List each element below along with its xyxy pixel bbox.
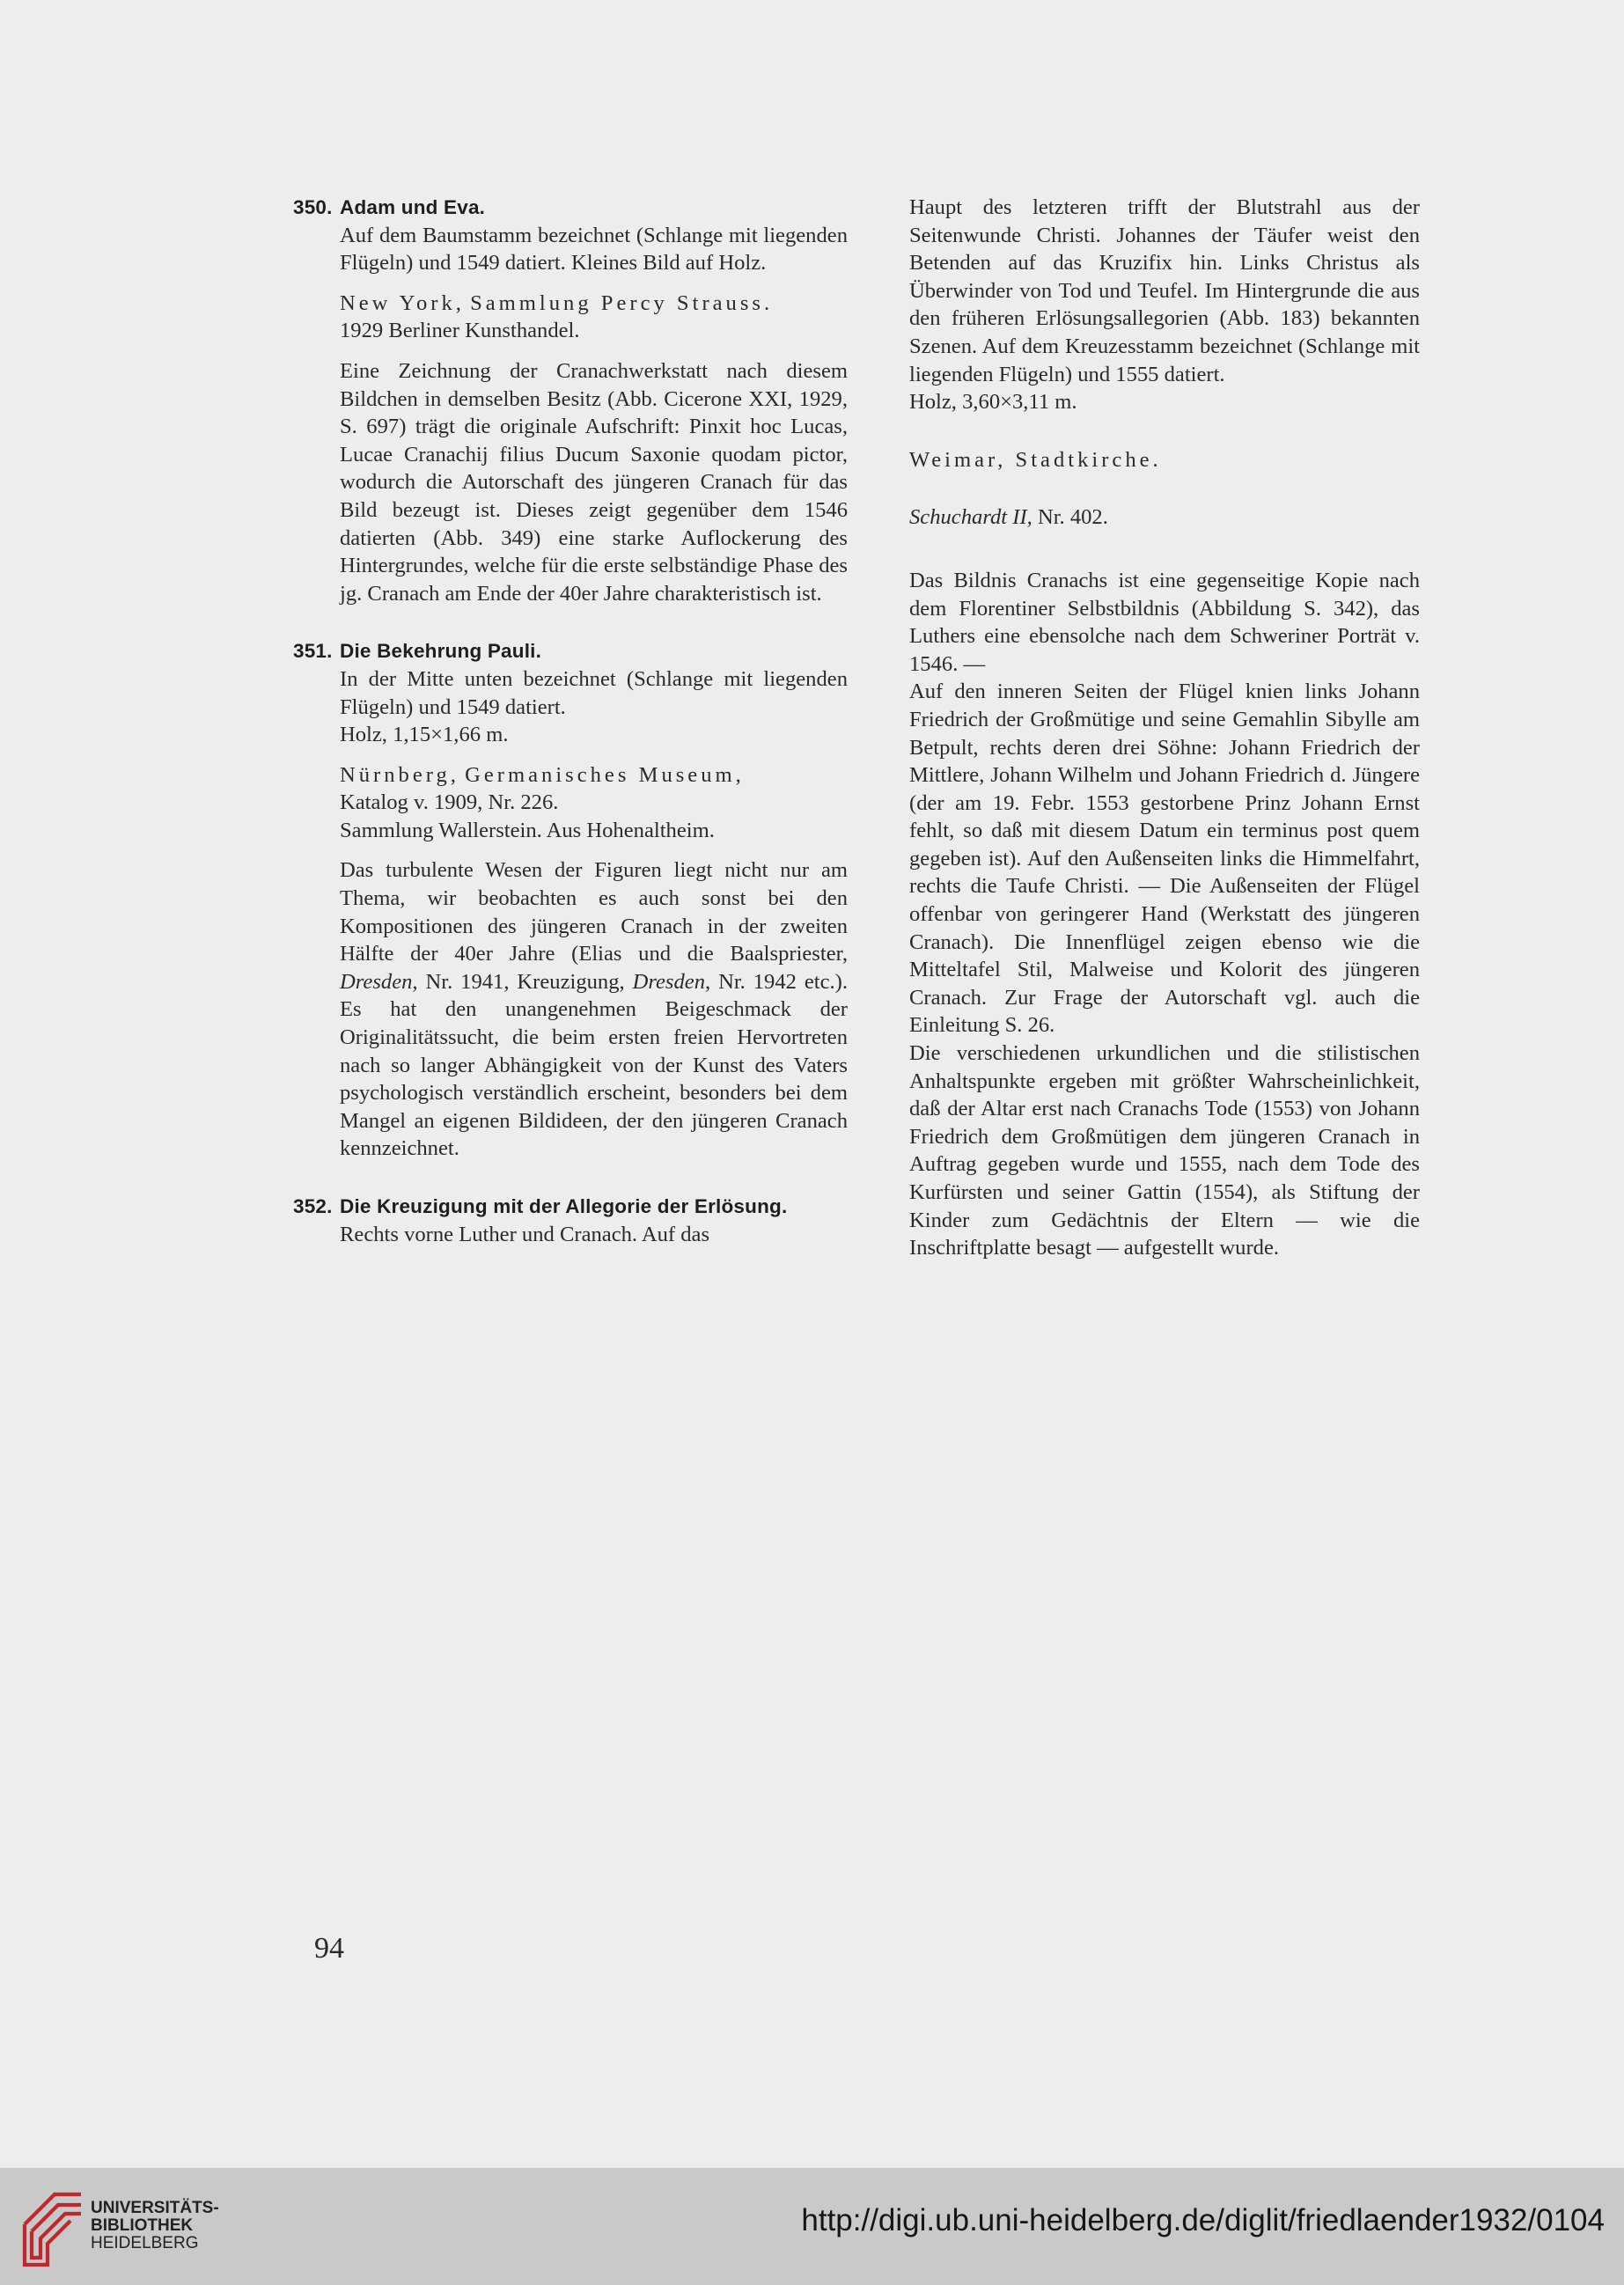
entry-text-part: Das turbulente Wesen der Figuren liegt nicht nur am Thema, wir beobachten es auch sonst bei den Kompositionen des jüngeren Cranach in der zweiten Hälfte der 40er Jahre (Elias und die Baalspriester, bbox=[340, 858, 848, 966]
catalog-entry-351 bbox=[293, 637, 848, 1163]
location-collection: Germanisches Museum, bbox=[465, 762, 745, 787]
entry-number: 351. bbox=[293, 640, 333, 663]
entry-description bbox=[340, 665, 848, 749]
entry-text-italic: Dresden, bbox=[632, 969, 711, 994]
entry-title: Die Kreuzigung mit der Allegorie der Erlösung. bbox=[340, 1195, 788, 1217]
logo-line-3: HEIDELBERG bbox=[91, 2234, 199, 2252]
footer-bar bbox=[0, 2168, 1624, 2285]
entry-text-paragraph-2: Auf den inneren Seiten der Flügel knien links Johann Friedrich der Großmütige und seine Gemahlin Sibylle am Betpult, rechts deren drei Söhne: Johann Friedrich der Mittlere, Johann Wilhelm und Johann Friedrich d. Jüngere (der am 19. Febr. 1553 gestorbene Prinz Johann Ernst fehlt, so daß mit diesem Datum ein terminus post quem gegeben ist). Auf den Außenseiten links die Himmelfahrt, rechts die Taufe Christi. — Die Außenseiten der Flügel offenbar von geringerer Hand (Werkstatt des jüngeren Cranach). Die Innenflügel zeigen ebenso wie die Mitteltafel Stil, Malweise und Kolorit des jüngeren Cranach. Zur Frage der Autorschaft vgl. auch die Einleitung S. 26. bbox=[909, 680, 1420, 1038]
entry-literature bbox=[909, 503, 1420, 532]
page-number: 94 bbox=[314, 1932, 344, 1965]
entry-352-continuation: Haupt des letzteren trifft der Blutstrahl aus der Seitenwunde Christi. Johannes der Täufer weist den Betenden auf das Kruzifix hin. Links Christus als Überwinder von Tod und Teufel. Im Hintergrunde die aus den früheren Erlösungsallegorien (Abb. 183) bekannten Szenen. Auf dem Kreuzesstamm bezeichnet (Schlange mit liegenden Flügeln) und 1555 datiert. bbox=[909, 195, 1420, 386]
entry-dimensions: Holz, 3,60×3,11 m. bbox=[909, 390, 1077, 415]
entry-title: Adam und Eva. bbox=[340, 196, 486, 218]
logo-line-2: BIBLIOTHEK bbox=[91, 2216, 194, 2235]
entry-location bbox=[340, 290, 848, 345]
entry-dimensions: Holz, 1,15×1,66 m. bbox=[340, 723, 509, 747]
entry-number: 350. bbox=[293, 196, 333, 218]
entry-title: Die Bekehrung Pauli. bbox=[340, 640, 542, 663]
entry-text-paragraph-1: Das Bildnis Cranachs ist eine gegenseitige Kopie nach dem Florentiner Selbstbildnis (Abbildung S. 342), das Luthers eine ebensolche nach dem Schweriner Porträt v. 1546. — bbox=[909, 568, 1420, 676]
location-note: 1929 Berliner Kunsthandel. bbox=[340, 319, 580, 343]
entry-number: 352. bbox=[293, 1195, 333, 1217]
location-collection: Sammlung Percy Strauss. bbox=[470, 290, 774, 315]
entry-text-italic: Dresden, bbox=[340, 969, 418, 994]
catalog-entry-352 bbox=[293, 1193, 848, 1248]
source-url-link[interactable]: http://digi.ub.uni-heidelberg.de/diglit/friedlaender1932/0104 bbox=[801, 2203, 1605, 2237]
library-logo-text bbox=[91, 2200, 219, 2252]
entry-heading bbox=[293, 1193, 848, 1221]
library-logo-icon bbox=[19, 2186, 88, 2269]
right-column bbox=[909, 194, 1420, 1262]
left-column bbox=[293, 194, 848, 1278]
literature-author: Schuchardt II, bbox=[909, 505, 1032, 530]
entry-text-part: Nr. 1942 etc.). Es hat den unangenehmen Beigeschmack der Originalitätssucht, die beim ersten freien Hervortreten nach so langer Abhängigkeit von der Kunst des Vaters psychologisch verständlich erscheint, besonders bei dem Mangel an eigenen Bildideen, der den jüngeren Cranach kennzeichnet. bbox=[340, 969, 848, 1161]
entry-text bbox=[340, 856, 848, 1163]
literature-ref: Nr. 402. bbox=[1037, 505, 1108, 530]
entry-text-paragraph-3: Die verschiedenen urkundlichen und die stilistischen Anhaltspunkte ergeben mit größter Wahrscheinlichkeit, daß der Altar erst nach Cranachs Tode (1553) von Johann Friedrich dem Großmütigen dem jüngeren Cranach in Auftrag gegeben wurde und 1555, nach dem Tode des Kurfürsten und seiner Gattin (1554), als Stiftung der Kinder zum Gedächtnis der Eltern — wie die Inschriftplatte besagt — aufgestellt wurde. bbox=[909, 1041, 1420, 1260]
location-note: Katalog v. 1909, Nr. 226. bbox=[340, 790, 559, 815]
entry-text-part: Nr. 1941, Kreuzigung, bbox=[425, 969, 625, 994]
entry-text: Eine Zeichnung der Cranachwerkstatt nach diesem Bildchen in demselben Besitz (Abb. Cicerone XXI, 1929, S. 697) trägt die originale Aufschrift: Pinxit hoc Lucas, Lucae Cranachij filius Ducum Saxonie quodam pictor, wodurch die Autorschaft des jüngeren Cranach für das Bild bezeugt ist. Dieses zeigt gegenüber dem 1546 datierten (Abb. 349) eine starke Auflockerung des Hintergrundes, welche für die erste selbständige Phase des jg. Cranach am Ende der 40er Jahre charakteristisch ist. bbox=[340, 358, 848, 606]
entry-location bbox=[340, 761, 848, 845]
entry-heading bbox=[293, 637, 848, 665]
location-provenance: Sammlung Wallerstein. Aus Hohenaltheim. bbox=[340, 818, 715, 842]
entry-heading bbox=[293, 194, 848, 222]
location-city: New York, bbox=[340, 290, 465, 315]
catalog-entry-350 bbox=[293, 194, 848, 607]
entry-description: Auf dem Baumstamm bezeichnet (Schlange mit liegenden Flügeln) und 1549 datiert. Kleines Bild auf Holz. bbox=[340, 223, 848, 276]
entry-location: Weimar, Stadtkirche. bbox=[909, 447, 1162, 472]
location-city: Nürnberg, bbox=[340, 762, 459, 787]
logo-line-1: UNIVERSITÄTS- bbox=[91, 2199, 219, 2217]
entry-description-text: In der Mitte unten bezeichnet (Schlange mit liegenden Flügeln) und 1549 datiert. bbox=[340, 666, 848, 719]
entry-description: Rechts vorne Luther und Cranach. Auf das bbox=[340, 1222, 710, 1246]
